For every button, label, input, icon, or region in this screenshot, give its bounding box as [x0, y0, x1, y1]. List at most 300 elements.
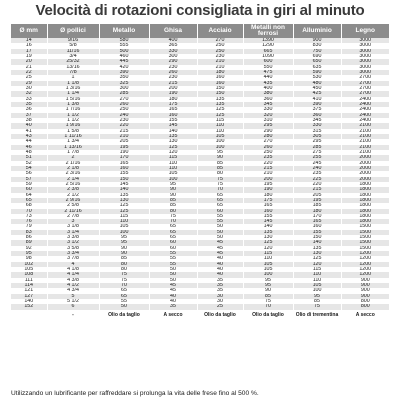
- table-cell: 135: [197, 102, 243, 107]
- table-cell: 445: [99, 59, 149, 64]
- table-cell: 50: [149, 278, 197, 283]
- table-cell: 100: [99, 230, 149, 235]
- table-cell: 85: [99, 256, 149, 261]
- table-cell: 3000: [341, 54, 389, 59]
- table-cell: 95: [11, 251, 47, 256]
- column-header: Ø mm: [11, 24, 47, 38]
- table-cell: 2400: [341, 102, 389, 107]
- table-cell: 215: [243, 166, 293, 171]
- table-cell: 250: [243, 150, 293, 155]
- table-cell: 3/4: [47, 54, 99, 59]
- table-cell: 110: [243, 256, 293, 261]
- table-cell: 1800: [341, 198, 389, 203]
- table-cell: 2000: [341, 161, 389, 166]
- table-cell: 420: [99, 65, 149, 70]
- table-cell: 900: [341, 278, 389, 283]
- table-cell: 70: [11, 209, 47, 214]
- column-header: Legno: [341, 24, 389, 38]
- table-cell: 135: [99, 193, 149, 198]
- table-cell: 125: [293, 256, 341, 261]
- table-cell: 4 1/4: [47, 272, 99, 277]
- table-cell: 210: [197, 59, 243, 64]
- table-cell: 215: [149, 81, 197, 86]
- table-cell: 43: [11, 134, 47, 139]
- table-cell: 325: [99, 81, 149, 86]
- table-cell: 140: [11, 299, 47, 304]
- table-cell: 800: [341, 304, 389, 309]
- table-cell: 1800: [341, 203, 389, 208]
- table-cell: 55: [149, 262, 197, 267]
- table-cell: 5 1/2: [47, 299, 99, 304]
- table-cell: 2400: [341, 113, 389, 118]
- table-cell: 40: [197, 262, 243, 267]
- table-cell: 245: [293, 161, 341, 166]
- table-cell: 20: [11, 59, 47, 64]
- table-cell: 75: [149, 214, 197, 219]
- table-cell: 200: [149, 86, 197, 91]
- table-cell: 55: [149, 251, 197, 256]
- table-cell: 89: [11, 240, 47, 245]
- table-cell: 45: [149, 283, 197, 288]
- table-cell: 160: [197, 75, 243, 80]
- table-cell: 220: [99, 123, 149, 128]
- table-cell: 35: [11, 102, 47, 107]
- table-cell: 21: [11, 65, 47, 70]
- table-cell: 3 5/8: [47, 246, 99, 251]
- table-cell: 3: [47, 219, 99, 224]
- table-cell: 105: [293, 283, 341, 288]
- table-cell: 1 5/16: [47, 97, 99, 102]
- table-cell: 145: [243, 219, 293, 224]
- table-cell: 92: [11, 246, 47, 251]
- table-cell: 2 3/8: [47, 187, 99, 192]
- table-cell: 1500: [341, 230, 389, 235]
- table-cell: 40: [149, 294, 197, 299]
- lubricant-cell: Olio da taglio: [243, 310, 293, 320]
- lubricant-cell: Olio da taglio: [197, 310, 243, 320]
- table-cell: 205: [99, 139, 149, 144]
- table-cell: 750: [293, 49, 341, 54]
- table-cell: 1800: [341, 214, 389, 219]
- table-cell: 160: [149, 113, 197, 118]
- table-cell: 38: [11, 118, 47, 123]
- table-cell: 125: [197, 113, 243, 118]
- table-cell: 65: [197, 203, 243, 208]
- table-footer: [11, 310, 389, 320]
- table-cell: 155: [293, 230, 341, 235]
- table-cell: 35: [149, 304, 197, 309]
- table-cell: 260: [243, 145, 293, 150]
- table-cell: 1800: [341, 193, 389, 198]
- table-cell: 40: [149, 299, 197, 304]
- lubricant-cell: Olio da taglio: [99, 310, 149, 320]
- table-cell: 46: [11, 145, 47, 150]
- table-cell: 160: [243, 209, 293, 214]
- table-cell: 3000: [341, 43, 389, 48]
- table-cell: 270: [197, 38, 243, 43]
- table-cell: 40: [197, 272, 243, 277]
- table-cell: 75: [197, 177, 243, 182]
- table-cell: 320: [243, 113, 293, 118]
- table-cell: 900: [341, 283, 389, 288]
- table-cell: 165: [243, 203, 293, 208]
- table-cell: 185: [293, 203, 341, 208]
- table-cell: 35: [197, 283, 243, 288]
- table-cell: 60: [149, 240, 197, 245]
- table-cell: 70: [197, 187, 243, 192]
- table-cell: 390: [99, 70, 149, 75]
- table-cell: 140: [99, 187, 149, 192]
- table-cell: 52: [11, 161, 47, 166]
- table-cell: 60: [197, 209, 243, 214]
- table-cell: 190: [149, 91, 197, 96]
- table-cell: 250: [197, 49, 243, 54]
- table-cell: 1290: [243, 43, 293, 48]
- table-cell: 54: [11, 166, 47, 171]
- table-cell: 25/32: [47, 59, 99, 64]
- table-cell: 220: [243, 161, 293, 166]
- table-cell: 70: [99, 283, 149, 288]
- table-cell: 4 1/8: [47, 267, 99, 272]
- table-cell: 530: [293, 75, 341, 80]
- table-cell: 105: [11, 267, 47, 272]
- table-cell: 90: [243, 288, 293, 293]
- table-cell: 1800: [341, 209, 389, 214]
- table-cell: 50: [99, 304, 149, 309]
- table-cell: 85: [293, 299, 341, 304]
- table-cell: 230: [99, 118, 149, 123]
- table-cell: 95: [99, 235, 149, 240]
- table-cell: 280: [243, 134, 293, 139]
- table-cell: 120: [243, 246, 293, 251]
- table-cell: 215: [293, 187, 341, 192]
- table-cell: 95: [149, 182, 197, 187]
- table-cell: 110: [293, 278, 341, 283]
- table-cell: 50: [197, 230, 243, 235]
- table-cell: 110: [293, 272, 341, 277]
- table-cell: 425: [293, 91, 341, 96]
- table-cell: 125: [197, 107, 243, 112]
- table-cell: 3 1/8: [47, 224, 99, 229]
- table-cell: 65: [99, 288, 149, 293]
- table-cell: 125: [99, 203, 149, 208]
- table-cell: 55: [99, 299, 149, 304]
- table-cell: 330: [293, 123, 341, 128]
- table-cell: 140: [293, 240, 341, 245]
- table-cell: 380: [243, 91, 293, 96]
- table-cell: 83: [11, 230, 47, 235]
- table-cell: 2400: [341, 97, 389, 102]
- table-cell: 580: [99, 38, 149, 43]
- table-cell: 135: [293, 246, 341, 251]
- table-cell: 100: [149, 177, 197, 182]
- table-cell: 115: [197, 118, 243, 123]
- table-cell: 330: [243, 107, 293, 112]
- table-cell: 75: [99, 278, 149, 283]
- table-cell: 41: [11, 129, 47, 134]
- table-cell: 315: [293, 129, 341, 134]
- table-cell: 64: [11, 193, 47, 198]
- table-cell: 195: [293, 198, 341, 203]
- table-cell: 285: [99, 91, 149, 96]
- table-cell: 85: [243, 294, 293, 299]
- table-cell: 110: [197, 129, 243, 134]
- table-cell: 2000: [341, 171, 389, 176]
- table-cell: 3 1/2: [47, 240, 99, 245]
- table-cell: 500: [99, 49, 149, 54]
- table-cell: 170: [293, 214, 341, 219]
- table-cell: 3 1/4: [47, 230, 99, 235]
- table-cell: 200: [243, 177, 293, 182]
- table-cell: 480: [293, 81, 341, 86]
- table-cell: 1800: [341, 182, 389, 187]
- table-cell: 90: [99, 251, 149, 256]
- table-cell: 2400: [341, 107, 389, 112]
- table-cell: 65: [11, 198, 47, 203]
- table-cell: 50: [197, 224, 243, 229]
- table-cell: 60: [149, 246, 197, 251]
- table-cell: 205: [293, 193, 341, 198]
- table-cell: 3000: [341, 49, 389, 54]
- table-cell: 51: [11, 155, 47, 160]
- table-cell: 2100: [341, 139, 389, 144]
- table-cell: 110: [99, 219, 149, 224]
- table-cell: 114: [11, 283, 47, 288]
- table-cell: 2 5/16: [47, 182, 99, 187]
- table-cell: 400: [243, 86, 293, 91]
- table-cell: 90: [149, 193, 197, 198]
- table-cell: 175: [149, 102, 197, 107]
- table-cell: 1200: [341, 251, 389, 256]
- table-cell: 125: [243, 240, 293, 245]
- table-cell: 250: [99, 107, 149, 112]
- table-cell: 410: [293, 97, 341, 102]
- table-cell: 25: [11, 75, 47, 80]
- column-header: Acciaio: [197, 24, 243, 38]
- table-cell: 450: [293, 86, 341, 91]
- table-cell: 435: [243, 81, 293, 86]
- table-cell: 210: [243, 171, 293, 176]
- table-cell: 235: [293, 171, 341, 176]
- table-cell: 1200: [341, 267, 389, 272]
- table-cell: 60: [11, 187, 47, 192]
- table-cell: 165: [149, 107, 197, 112]
- table-cell: 1500: [341, 224, 389, 229]
- table-cell: 2100: [341, 123, 389, 128]
- table-cell: 65: [99, 294, 149, 299]
- table-cell: 2400: [341, 118, 389, 123]
- table-cell: 1 5/8: [47, 129, 99, 134]
- table-cell: 11/16: [47, 49, 99, 54]
- table-cell: 290: [243, 129, 293, 134]
- table-cell: 65: [149, 230, 197, 235]
- table-cell: 125: [99, 209, 149, 214]
- table-cell: 85: [149, 203, 197, 208]
- table-cell: 80: [99, 262, 149, 267]
- table-cell: 350: [99, 75, 149, 80]
- table-cell: 160: [99, 166, 149, 171]
- table-cell: 215: [99, 129, 149, 134]
- table-cell: 2000: [341, 177, 389, 182]
- table-cell: 2700: [341, 75, 389, 80]
- table-cell: 130: [293, 251, 341, 256]
- table-cell: 1 1/2: [47, 113, 99, 118]
- table-cell: 2 7/8: [47, 214, 99, 219]
- table-cell: 135: [197, 97, 243, 102]
- table-body: [11, 38, 389, 310]
- table-cell: 665: [243, 49, 293, 54]
- table-cell: 900: [293, 38, 341, 43]
- table-cell: 390: [293, 102, 341, 107]
- table-cell: 180: [149, 97, 197, 102]
- table-cell: 2 5/8: [47, 203, 99, 208]
- table-cell: 600: [243, 59, 293, 64]
- table-cell: 59: [11, 182, 47, 187]
- table-cell: 360: [293, 113, 341, 118]
- table-cell: 1090: [243, 54, 293, 59]
- table-cell: 1 1/8: [47, 81, 99, 86]
- table-cell: 225: [293, 177, 341, 182]
- table-cell: 1: [47, 75, 99, 80]
- table-cell: 2 3/16: [47, 171, 99, 176]
- table-cell: 152: [11, 304, 47, 309]
- table-cell: 45: [197, 240, 243, 245]
- table-cell: 85: [197, 166, 243, 171]
- lubricant-cell: Olio di trementina: [293, 310, 341, 320]
- table-cell: 75: [197, 182, 243, 187]
- table-cell: 70: [243, 304, 293, 309]
- table-cell: 1 3/8: [47, 102, 99, 107]
- table-cell: 55: [197, 219, 243, 224]
- table-cell: 90: [149, 187, 197, 192]
- table-cell: 900: [341, 288, 389, 293]
- table-cell: 57: [11, 177, 47, 182]
- lubricant-cell: -: [47, 310, 99, 320]
- table-cell: 2 1/4: [47, 177, 99, 182]
- table-cell: 255: [293, 155, 341, 160]
- table-cell: 195: [99, 145, 149, 150]
- table-cell: 145: [149, 123, 197, 128]
- table-cell: 65: [197, 193, 243, 198]
- table-cell: 170: [99, 155, 149, 160]
- table-cell: 100: [197, 145, 243, 150]
- table-cell: 180: [293, 209, 341, 214]
- table-cell: 800: [341, 299, 389, 304]
- table-cell: 110: [197, 123, 243, 128]
- table-cell: 5/8: [47, 43, 99, 48]
- table-cell: 108: [11, 272, 47, 277]
- table-cell: 111: [11, 278, 47, 283]
- table-cell: 400: [149, 38, 197, 43]
- table-cell: 135: [149, 134, 197, 139]
- table-cell: 100: [197, 139, 243, 144]
- table-cell: 115: [99, 214, 149, 219]
- table-cell: 275: [293, 150, 341, 155]
- table-cell: 65: [149, 235, 197, 240]
- table-cell: 190: [99, 150, 149, 155]
- table-cell: 230: [149, 65, 197, 70]
- table-cell: 345: [293, 118, 341, 123]
- table-cell: 65: [149, 224, 197, 229]
- table-cell: 75: [293, 304, 341, 309]
- table-cell: 125: [149, 145, 197, 150]
- table-cell: 30: [11, 86, 47, 91]
- table-cell: 130: [243, 235, 293, 240]
- table-cell: 240: [99, 113, 149, 118]
- table-cell: 590: [293, 70, 341, 75]
- table-cell: 95: [243, 283, 293, 288]
- table-cell: 30: [197, 299, 243, 304]
- table-cell: 2000: [341, 166, 389, 171]
- table-cell: 110: [149, 166, 197, 171]
- table-cell: 100: [243, 272, 293, 277]
- table-cell: 180: [197, 70, 243, 75]
- table-cell: 120: [149, 150, 197, 155]
- table-cell: 22: [11, 70, 47, 75]
- table-cell: 115: [149, 155, 197, 160]
- table-cell: 1800: [341, 187, 389, 192]
- table-cell: 1 7/8: [47, 150, 99, 155]
- table-cell: 36: [11, 107, 47, 112]
- table-cell: 1200: [341, 262, 389, 267]
- column-header: Metalli non ferrosi: [243, 24, 293, 38]
- table-cell: 55: [197, 214, 243, 219]
- table-cell: 210: [197, 65, 243, 70]
- table-cell: 3 3/8: [47, 235, 99, 240]
- table-cell: 830: [293, 43, 341, 48]
- table-cell: 7/8: [47, 70, 99, 75]
- table-cell: 16: [11, 43, 47, 48]
- table-cell: 2000: [341, 155, 389, 160]
- table-cell: 40: [197, 256, 243, 261]
- table-cell: 160: [197, 81, 243, 86]
- table-cell: 2 11/16: [47, 209, 99, 214]
- table-cell: 1 1/4: [47, 91, 99, 96]
- table-cell: 155: [243, 214, 293, 219]
- table-cell: 48: [11, 150, 47, 155]
- table-cell: 17: [11, 49, 47, 54]
- footnote: Utilizzando un lubrificante per raffreddare si prolunga la vita delle frese fino al 500 %.: [11, 390, 259, 397]
- table-cell: 3000: [341, 59, 389, 64]
- table-cell: 105: [99, 224, 149, 229]
- table-cell: 13/16: [47, 65, 99, 70]
- table-cell: 121: [11, 288, 47, 293]
- table-cell: 1500: [341, 235, 389, 240]
- table-cell: 70: [149, 219, 197, 224]
- table-cell: 650: [293, 59, 341, 64]
- table-cell: 32: [11, 91, 47, 96]
- table-cell: 90: [197, 155, 243, 160]
- table-cell: 127: [11, 294, 47, 299]
- table-cell: 635: [293, 65, 341, 70]
- table-cell: 105: [149, 171, 197, 176]
- table-cell: 115: [243, 251, 293, 256]
- table-cell: 25: [197, 304, 243, 309]
- table-cell: 100: [293, 288, 341, 293]
- table-cell: 35: [197, 288, 243, 293]
- table-cell: 4: [47, 262, 99, 267]
- table-cell: 110: [149, 161, 197, 166]
- table-cell: 2 9/16: [47, 198, 99, 203]
- table-cell: 460: [99, 54, 149, 59]
- table-cell: 1 3/4: [47, 139, 99, 144]
- table-cell: 45: [197, 246, 243, 251]
- table-cell: 73: [11, 214, 47, 219]
- table-cell: 210: [99, 134, 149, 139]
- table-cell: 270: [99, 97, 149, 102]
- table-cell: 150: [197, 91, 243, 96]
- table-cell: 3000: [341, 65, 389, 70]
